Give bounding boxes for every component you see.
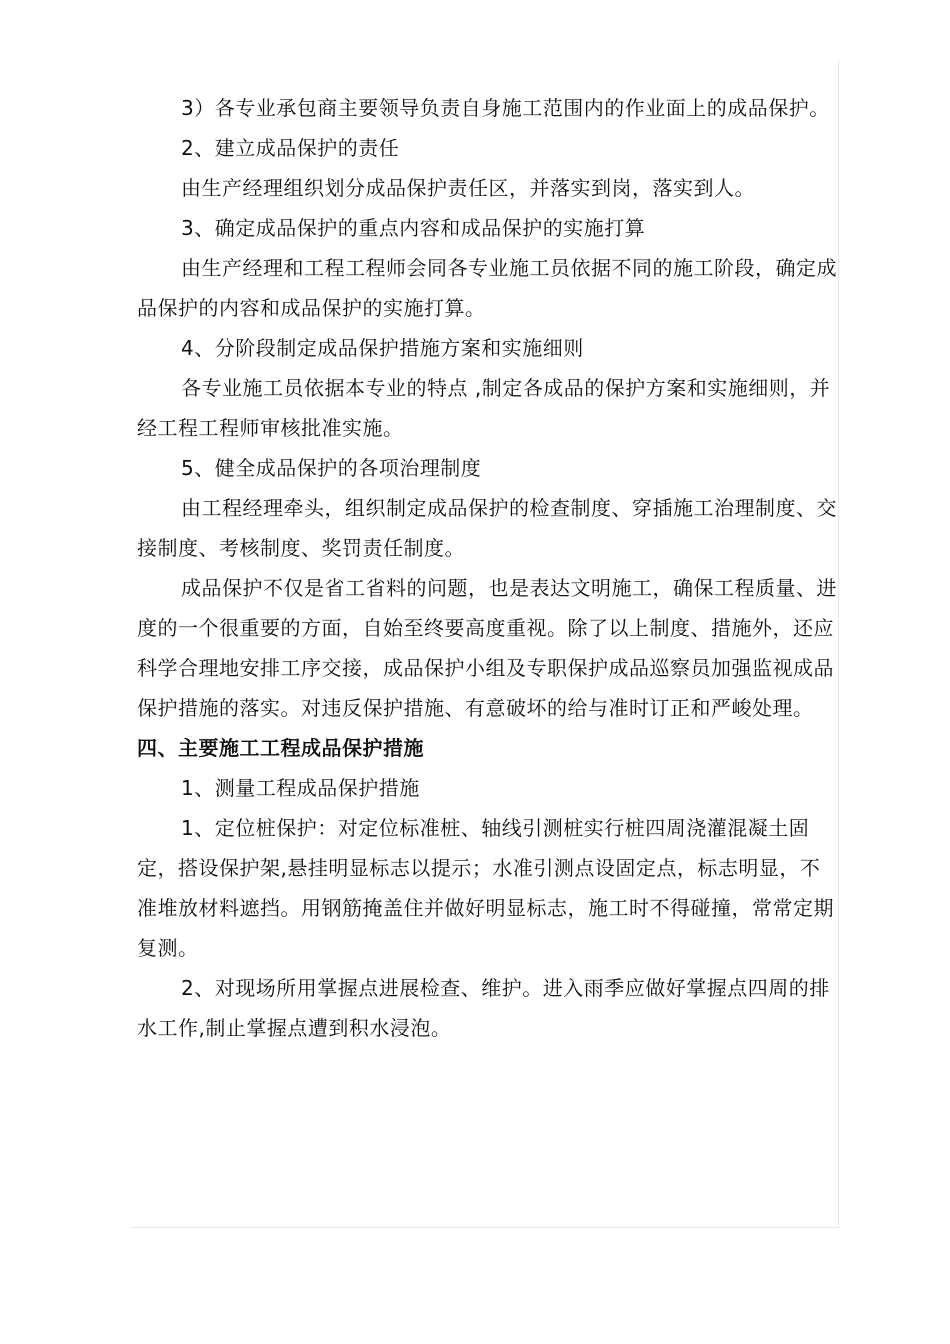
chapter-heading-4: 四、主要施工工程成品保护措施	[137, 736, 424, 760]
paragraph-importance: 成品保护不仅是省工省料的问题，也是表达文明施工，确保工程质量、进度的一个很重要的方面，自始至终要高度重视。除了以上制度、措施外，还应科学合理地安排工序交接，成品保护小组及专职保护成品巡察员加强监视成品保护措施的落实。对违反保护措施、有意破坏的给与准时订正和严峻处理。	[137, 576, 837, 720]
document-body	[137, 88, 839, 1048]
page-border-bottom	[132, 1227, 839, 1228]
paragraph-item-3: 3）各专业承包商主要领导负责自身施工范围内的作业面上的成品保护。	[181, 96, 830, 120]
section-heading-3: 3、确定成品保护的重点内容和成品保护的实施打算	[181, 216, 646, 240]
section-heading-2: 2、建立成品保护的责任	[181, 136, 400, 160]
paragraph-control-points: 2、对现场所用掌握点进展检查、维护。进入雨季应做好掌握点四周的排水工作,制止掌握点遭到积水浸泡。	[137, 976, 830, 1040]
paragraph-key-content: 由生产经理和工程工程师会同各专业施工员依据不同的施工阶段，确定成品保护的内容和成品保护的实施打算。	[137, 256, 837, 320]
paragraph-stake-protection: 1、定位桩保护：对定位标准桩、轴线引测桩实行桩四周浇灌混凝土固定，搭设保护架,悬挂明显标志以提示；水准引测点设固定点，标志明显，不准堆放材料遮挡。用钢筋掩盖住并做好明显标志，施工时不得碰撞，常常定期复测。	[137, 816, 834, 960]
section-heading-5: 5、健全成品保护的各项治理制度	[181, 456, 482, 480]
paragraph-responsibility: 由生产经理组织划分成品保护责任区，并落实到岗，落实到人。	[181, 176, 755, 200]
paragraph-management-system: 由工程经理牵头，组织制定成品保护的检查制度、穿插施工治理制度、交接制度、考核制度、奖罚责任制度。	[137, 496, 837, 560]
paragraph-plans: 各专业施工员依据本专业的特点 ,制定各成品的保护方案和实施细则，并经工程工程师审核批准实施。	[137, 376, 831, 440]
section-heading-4: 4、分阶段制定成品保护措施方案和实施细则	[181, 336, 584, 360]
subsection-heading-survey: 1、测量工程成品保护措施	[181, 776, 420, 800]
